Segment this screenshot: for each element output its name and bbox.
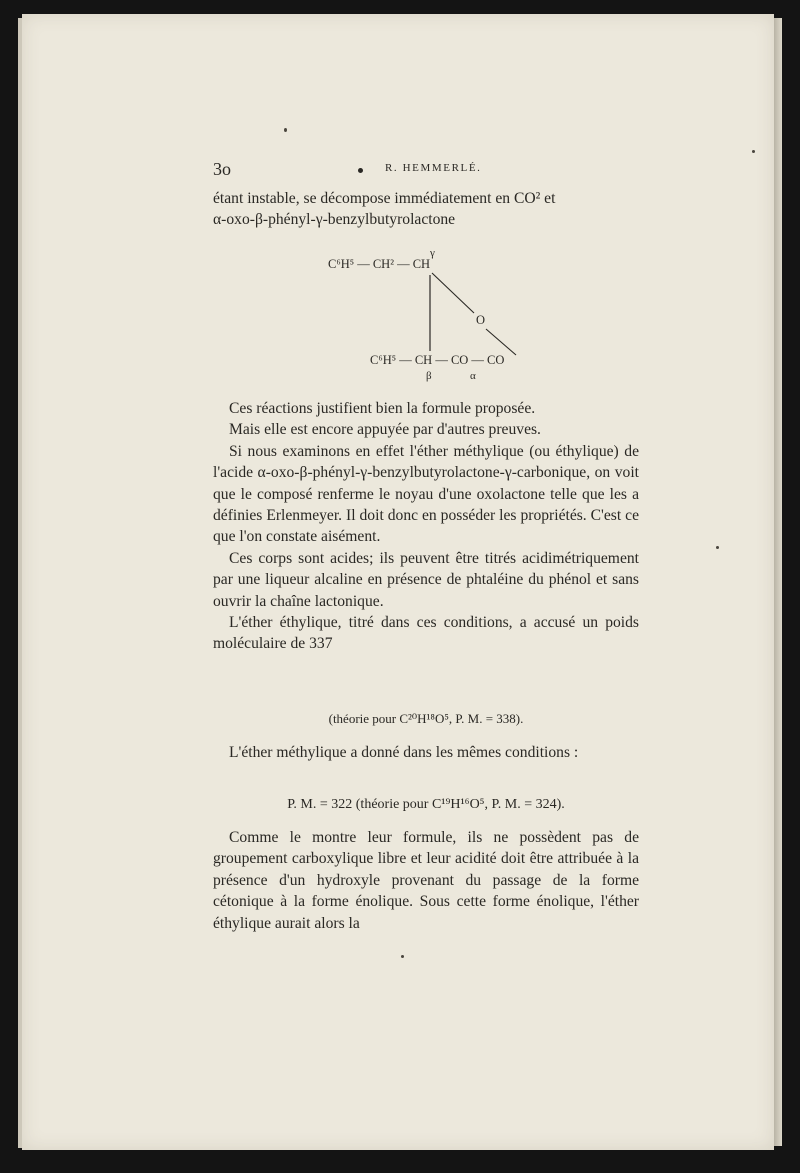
- paragraph-1-line-2: Mais elle est encore appuyée par d'autres preuves.: [229, 421, 541, 439]
- body-text-3: [213, 827, 639, 934]
- body-text-1: [213, 398, 639, 655]
- intro-line-2: α-oxo-β-phényl-γ-benzylbutyrolactone: [213, 211, 456, 229]
- beta-label: β: [426, 370, 432, 382]
- speck: [716, 546, 719, 549]
- structure-oxygen: O: [476, 313, 486, 327]
- structure-bottom-row: C⁶H⁵ — CH — CO — CO: [370, 353, 505, 367]
- gamma-label: γ: [430, 247, 435, 259]
- structure-top-row: C⁶H⁵ — CH² — CH: [328, 257, 431, 271]
- intro-text: [213, 188, 639, 231]
- running-head: R. HEMMERLÉ.: [385, 162, 482, 174]
- paragraph-2: Si nous examinons en effet l'éther méthylique (ou éthylique) de l'acide α-oxo-β-phényl-γ-benzylbutyrolactone-γ-carbonique, on voit que le composé renferme le noyau d'une oxolactone telle que les a définies Erlenmeyer. Il doit donc en posséder les propriétés. C'est ce que l'on constate aisément.: [213, 442, 639, 546]
- chemical-structure: [320, 245, 560, 395]
- page-right-edge: [774, 18, 782, 1146]
- formula-2: P. M. = 322 (théorie pour C¹⁹H¹⁶O⁵, P. M. = 324).: [287, 797, 565, 812]
- speck: [752, 150, 755, 153]
- paragraph-3: Ces corps sont acides; ils peuvent être titrés acidimétriquement par une liqueur alcaline en présence de phtaléine du phénol et sans ouvrir la chaîne lactonique.: [213, 549, 639, 610]
- paragraph-4: L'éther éthylique, titré dans ces conditions, a accusé un poids moléculaire de 337: [213, 614, 639, 653]
- body-text-2: [213, 742, 639, 763]
- speck: [284, 128, 287, 132]
- paragraph-5: L'éther méthylique a donné dans les mêmes conditions :: [229, 744, 579, 761]
- page-header: [213, 159, 639, 183]
- speck: [401, 955, 404, 958]
- alpha-label: α: [470, 370, 476, 382]
- intro-line-1: étant instable, se décompose immédiatement en CO² et: [213, 190, 556, 207]
- page-number: 3o: [213, 159, 231, 179]
- paragraph-6: Comme le montre leur formule, ils ne possèdent pas de groupement carboxylique libre et leur acidité doit être attribuée à la présence d'un hydroxyle provenant du passage de la forme cétonique à la forme énolique. Sous cette forme énolique, l'éther éthylique aurait alors la: [213, 829, 639, 932]
- formula-1: (théorie pour C²⁰H¹⁸O⁵, P. M. = 338).: [328, 711, 524, 726]
- ornament-dot: [358, 168, 363, 173]
- paragraph-1-line-1: Ces réactions justifient bien la formule proposée.: [229, 400, 536, 417]
